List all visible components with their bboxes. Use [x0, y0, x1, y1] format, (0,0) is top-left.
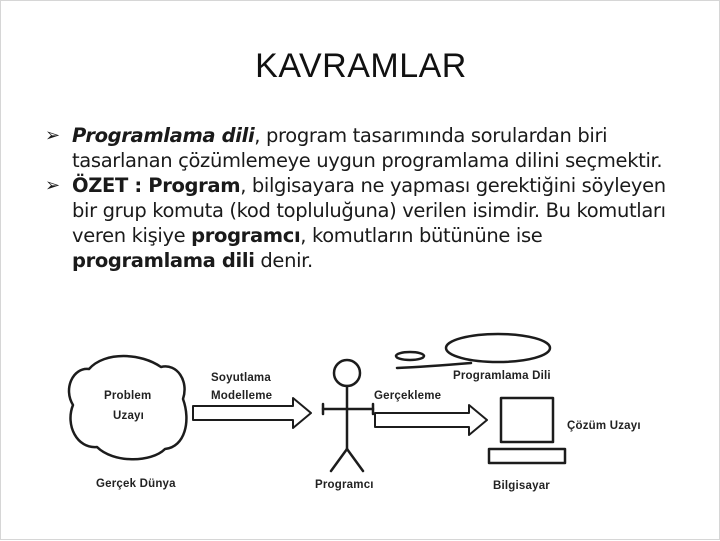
real-world-label: Gerçek Dünya: [96, 478, 176, 490]
bullet-text: , program tasarımında sorulardan biri tasarlanan çözümlemeye uygun programlama dilini seçmektir.: [72, 124, 663, 172]
implementation-label: Gerçekleme: [374, 390, 442, 402]
term-programmer: programcı: [191, 224, 301, 247]
term-programming-language: programlama dili: [72, 249, 255, 272]
language-connector: [397, 363, 471, 368]
slide-title: KAVRAMLAR: [255, 47, 467, 85]
bullet-text: , komutların bütününe ise: [300, 224, 543, 247]
computer-label: Bilgisayar: [493, 480, 550, 492]
implementation-arrow: [375, 405, 487, 435]
programming-language-label: Programlama Dili: [453, 370, 551, 382]
arrow-bullet-icon: ➢: [45, 175, 60, 196]
problem-space-blob: [69, 356, 186, 459]
programming-language-ellipse: [446, 334, 550, 362]
bullet-text: denir.: [254, 249, 313, 272]
modelling-arrow: [193, 398, 311, 428]
bullet-text: , bilgisayara ne yapması gerektiğini söyleyen bir grup komuta (kod topluluğuna) verilen isimdir. Bu komutları veren kişiye: [72, 174, 666, 247]
abstraction-label-2: Modelleme: [211, 390, 273, 402]
programming-concept-diagram: [1, 1, 720, 541]
term-programming-language: Programlama dili: [72, 124, 255, 147]
problem-space-label-2: Uzayı: [113, 410, 145, 422]
small-language-ellipse: [396, 352, 424, 360]
abstraction-label-1: Soyutlama: [211, 372, 271, 384]
solution-space-label: Çözüm Uzayı: [567, 420, 641, 432]
computer-icon: [489, 398, 565, 463]
programmer-label: Programcı: [315, 479, 374, 491]
arrow-bullet-icon: ➢: [45, 125, 60, 146]
problem-space-label-1: Problem: [104, 390, 152, 402]
term-summary-program: ÖZET : Program: [72, 174, 241, 197]
programmer-figure: [323, 360, 373, 471]
